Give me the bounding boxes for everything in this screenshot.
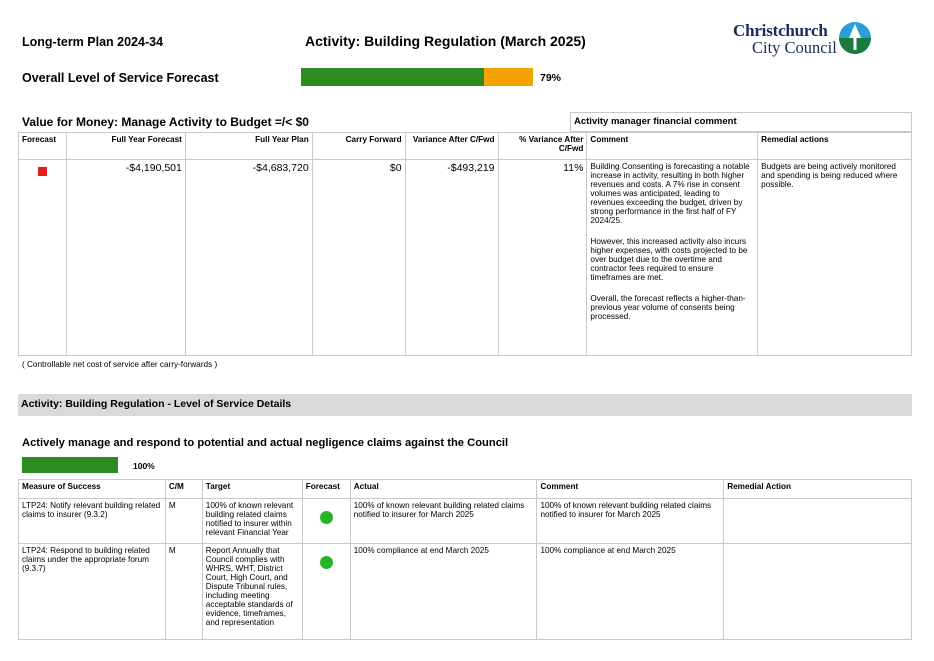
financial-header-row (19, 133, 912, 160)
overall-forecast-bar (301, 68, 533, 86)
cm-cell: M (165, 499, 202, 544)
table-row (19, 499, 912, 544)
overall-bar-green-segment (301, 68, 484, 86)
los-header-row (19, 480, 912, 499)
comment-cell: 100% compliance at end March 2025 (537, 544, 724, 640)
forecast-green-status-icon (320, 511, 333, 524)
financial-table (18, 132, 912, 356)
level-of-service-table (18, 479, 912, 640)
comment-paragraph: Building Consenting is forecasting a notable increase in activity, resulting in both higher revenues and costs. A 7% rise in consent volumes was anticipated, leading to revenues exceeding the budget, driven by strong performance in the first half of FY 2024/25. (590, 162, 750, 225)
measure-cell: LTP24: Notify relevant building related claims to insurer (9.3.2) (19, 499, 166, 544)
comment-paragraph: Overall, the forecast reflects a higher-than-previous year volume of consents being processed. (590, 294, 746, 321)
forecast-red-status-icon (38, 167, 47, 176)
forecast-green-status-icon (320, 556, 333, 569)
full-year-forecast-value: -$4,190,501 (66, 160, 185, 356)
col-actual: Actual (350, 480, 537, 499)
council-logo (732, 20, 882, 60)
col-remedial: Remedial actions (758, 133, 912, 160)
actual-cell: 100% of known relevant building related claims notified to insurer for March 2025 (350, 499, 537, 544)
claims-section-title: Actively manage and respond to potential and actual negligence claims against the Council (22, 437, 509, 449)
measure-cell: LTP24: Respond to building related claims under the appropriate forum (9.3.7) (19, 544, 166, 640)
col-comment: Comment (587, 133, 758, 160)
col-los-comment: Comment (537, 480, 724, 499)
col-carry-forward: Carry Forward (312, 133, 405, 160)
col-forecast: Forecast (19, 133, 67, 160)
forecast-cell (19, 160, 67, 356)
remedial-actions-text: Budgets are being actively monitored and spending is being reduced where possible. (758, 160, 912, 356)
logo-text-line1: Christchurch (733, 21, 828, 40)
target-cell: 100% of known relevant building related claims notified to insurer within relevant Financial Year (202, 499, 302, 544)
overall-forecast-label: Overall Level of Service Forecast (22, 71, 219, 85)
claims-progress-percent: 100% (133, 461, 155, 471)
carry-forward-value: $0 (312, 160, 405, 356)
remedial-cell (724, 544, 912, 640)
financial-data-row (19, 160, 912, 356)
col-full-year-plan: Full Year Plan (185, 133, 312, 160)
table-row (19, 544, 912, 640)
financial-comment (587, 160, 758, 356)
cm-cell: M (165, 544, 202, 640)
variance-value: -$493,219 (405, 160, 498, 356)
pct-variance-value: 11% (498, 160, 587, 356)
claims-progress-bar (22, 457, 118, 473)
forecast-cell (302, 544, 350, 640)
plan-title: Long-term Plan 2024-34 (22, 35, 164, 49)
col-full-year-forecast: Full Year Forecast (66, 133, 185, 160)
financial-footnote: ( Controllable net cost of service after carry-forwards ) (22, 360, 218, 369)
target-cell: Report Annually that Council complies with WHRS, WHT, District Court, High Court, and Dispute Tribunal rules, including meeting acceptable standards of evidence, timeframes, and representation (202, 544, 302, 640)
col-variance: Variance After C/Fwd (405, 133, 498, 160)
remedial-cell (724, 499, 912, 544)
overall-forecast-percent: 79% (540, 72, 562, 84)
full-year-plan-value: -$4,683,720 (185, 160, 312, 356)
value-for-money-title: Value for Money: Manage Activity to Budget =/< $0 (22, 115, 309, 129)
comment-paragraph: However, this increased activity also incurs higher expenses, with costs projected to be over budget due to the overtime and contractor fees required to ensure timeframes are met. (590, 237, 748, 282)
manager-comment-header: Activity manager financial comment (570, 112, 912, 132)
col-cm: C/M (165, 480, 202, 499)
col-los-forecast: Forecast (302, 480, 350, 499)
col-remedial-action: Remedial Action (724, 480, 912, 499)
actual-cell: 100% compliance at end March 2025 (350, 544, 537, 640)
col-pct-variance: % Variance After C/Fwd (498, 133, 587, 160)
logo-emblem-icon (838, 21, 872, 55)
details-section-band (18, 394, 912, 416)
activity-title: Activity: Building Regulation (March 2025) (305, 33, 586, 49)
details-section-title: Activity: Building Regulation - Level of Service Details (21, 398, 292, 410)
logo-text-line2: City Council (752, 38, 837, 57)
col-target: Target (202, 480, 302, 499)
col-measure: Measure of Success (19, 480, 166, 499)
overall-bar-orange-segment (484, 68, 533, 86)
comment-cell: 100% of known relevant building related claims notified to insurer for March 2025 (537, 499, 724, 544)
forecast-cell (302, 499, 350, 544)
